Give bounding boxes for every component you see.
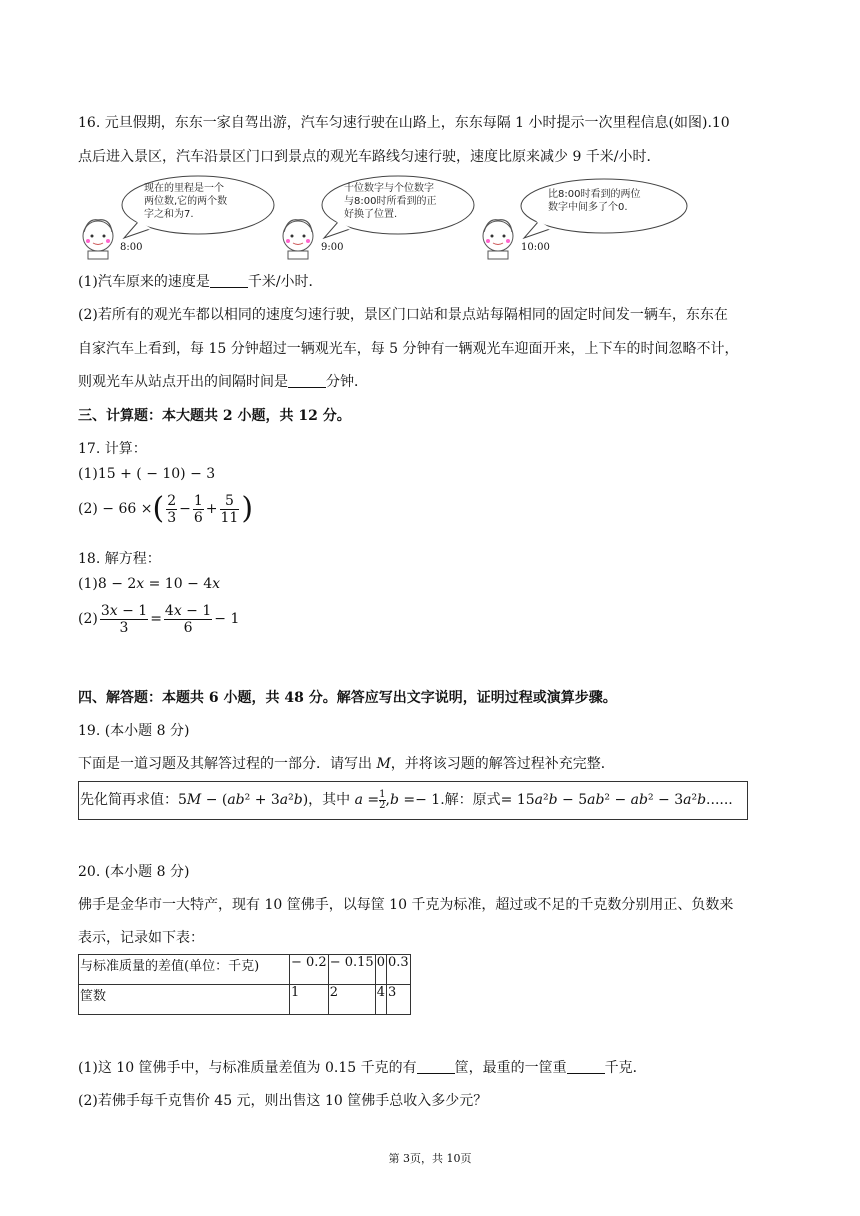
q16-line1: 16. 元旦假期，东东一家自驾出游，汽车匀速行驶在山路上，东东每隔 1 小时提示一次里程信息(如图).10 xyxy=(78,115,730,131)
answer-blank[interactable] xyxy=(567,1059,605,1074)
answer-blank[interactable] xyxy=(288,373,326,388)
data-table xyxy=(78,954,411,1015)
table-cell: 3 xyxy=(386,985,410,1015)
child-figure-icon xyxy=(78,216,118,260)
table-row xyxy=(79,985,411,1015)
answer-blank[interactable] xyxy=(417,1059,455,1074)
bubble-1-text: 现在的里程是一个 两位数,它的两个数 字之和为7. xyxy=(144,183,228,220)
q20-part1: (1)这 10 筐佛手中，与标准质量差值为 0.15 千克的有 筐，最重的一筐重 千克． xyxy=(78,1060,647,1076)
q20-part2: (2)若佛手每千克售价 45 元，则出售这 10 筐佛手总收入多少元？ xyxy=(78,1093,488,1109)
q16-part2-line1: (2)若所有的观光车都以相同的速度匀速行驶，景区门口站和景点站每隔相同的固定时间发一辆车，东东在 xyxy=(78,307,728,323)
q17-part1: (1)15 + ( − 10) − 3 xyxy=(78,466,216,482)
q20-desc2: 表示，记录如下表： xyxy=(78,930,204,946)
q19-problem-text: 先化简再求值：5𝑀 − (𝑎𝑏² + 3𝑎²𝑏)，其中 𝑎 = $\frac{1}{2}$ ,𝑏 =− 1.解：原式= 15𝑎²𝑏 − 5𝑎𝑏² − 𝑎𝑏² − 3𝑎²𝑏...... xyxy=(80,788,733,811)
bubble-3-text: 比8:00时看到的两位 数字中间多了个0. xyxy=(548,189,641,213)
time-label-3: 10:00 xyxy=(521,242,550,253)
page-footer: 第 3页，共 10页 xyxy=(388,1152,472,1165)
q16-illustration xyxy=(78,174,698,260)
table-cell: 筐数 xyxy=(79,985,290,1015)
section-4-title: 四、解答题：本题共 6 小题，共 48 分。解答应写出文字说明，证明过程或演算步骤。 xyxy=(78,690,617,706)
q16-part2-line3: 则观光车从站点开出的间隔时间是 分钟． xyxy=(78,374,368,390)
table-cell: 0.3 xyxy=(386,955,410,985)
bubble-2-text: 十位数字与个位数字 与8:00时所看到的正 好换了位置. xyxy=(344,183,437,220)
q19-desc: 下面是一道习题及其解答过程的一部分．请写出 𝑀，并将该习题的解答过程补充完整． xyxy=(78,756,615,772)
q18-part1: (1)8 − 2𝑥 = 10 − 4𝑥 xyxy=(78,576,221,592)
table-cell: − 0.15 xyxy=(328,955,375,985)
q16-line2: 点后进入景区，汽车沿景区门口到景点的观光车路线匀速行驶，速度比原来减少 9 千米/小时． xyxy=(78,149,661,165)
table-cell: 与标准质量的差值(单位：千克) xyxy=(79,955,290,985)
child-figure-icon xyxy=(478,216,518,260)
table-cell: − 0.2 xyxy=(290,955,329,985)
table-cell: 1 xyxy=(290,985,329,1015)
table-cell: 0 xyxy=(375,955,386,985)
q17-part2: (2) − 66 ×( $\frac{2}{3}$ − $\frac{1}{6}$ + $\frac{5}{11}$ ) xyxy=(78,491,254,526)
q16-part2-line2: 自家汽车上看到，每 15 分钟超过一辆观光车，每 5 分钟有一辆观光车迎面开来，上下车的时间忽略不计， xyxy=(78,341,739,357)
section-3-title: 三、计算题：本大题共 2 小题，共 12 分。 xyxy=(78,408,351,424)
q18-part2: (2) $\frac{\text{3𝑥 − 1}}{3}$ = $\frac{\text{4𝑥 − 1}}{6}$ − 1 xyxy=(78,602,240,636)
table-row xyxy=(79,955,411,985)
q18-title: 18. 解方程： xyxy=(78,551,161,567)
q17-title: 17. 计算： xyxy=(78,441,147,457)
time-label-1: 8:00 xyxy=(120,242,143,253)
time-label-2: 9:00 xyxy=(321,242,344,253)
q20-title: 20. (本小题 8 分) xyxy=(78,864,190,880)
q16-part1: (1)汽车原来的速度是 千米/小时． xyxy=(78,274,323,290)
q20-desc1: 佛手是金华市一大特产，现有 10 筐佛手，以每筐 10 千克为标准，超过或不足的千克数分别用正、负数来 xyxy=(78,897,734,913)
q19-title: 19. (本小题 8 分) xyxy=(78,723,190,739)
child-figure-icon xyxy=(278,216,318,260)
table-cell: 2 xyxy=(328,985,375,1015)
answer-blank[interactable] xyxy=(210,273,248,288)
table-cell: 4 xyxy=(375,985,386,1015)
